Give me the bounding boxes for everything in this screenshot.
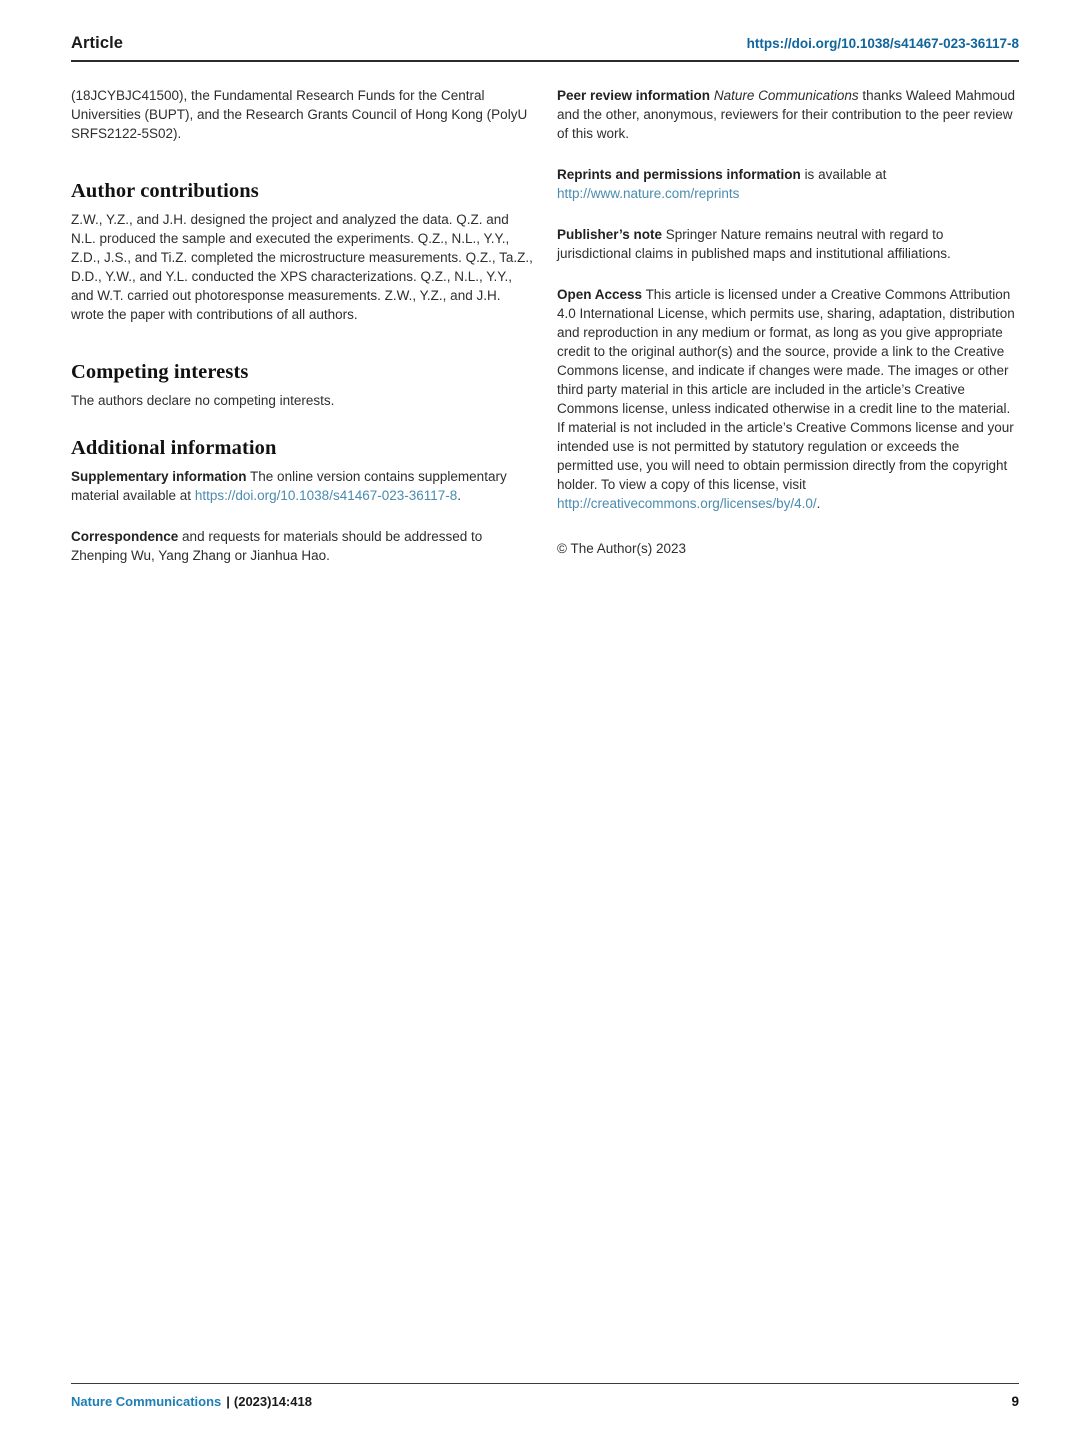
supplementary-paragraph: [71, 467, 535, 505]
correspondence-paragraph: [71, 527, 535, 565]
article-type-label: Article: [71, 34, 124, 52]
footer-citation-group: [71, 1394, 312, 1409]
peer-review-paragraph: [557, 86, 1019, 143]
footer-separator: |: [226, 1394, 230, 1409]
publishers-note-label: Publisher’s note: [557, 227, 663, 242]
reprints-paragraph: [557, 165, 1019, 203]
copyright-line: © The Author(s) 2023: [557, 541, 687, 556]
reprints-label: Reprints and permissions information: [557, 167, 801, 182]
footer-citation: (2023)14:418: [233, 1394, 312, 1409]
footer-row: [71, 1394, 1019, 1409]
supplementary-period: .: [457, 488, 462, 503]
header-rule: [71, 60, 1019, 62]
supplementary-label: Supplementary information: [71, 469, 247, 484]
open-access-text: This article is licensed under a Creative Commons Attribution 4.0 International License, which permits use, sharing, adaptation, distribution and reproduction in any medium or format, as long as you give appropriate credit to the original author(s) and the source, provide a link to the Creative Commons license, and indicate if changes were made. The images or other third party material in this article are included in the article’s Creative Commons license, unless indicated otherwise in a credit line to the material. If material is not included in the article’s Creative Commons license and your intended use is not permitted by statutory regulation or exceeds the permitted use, you will need to obtain permission directly from the copyright holder. To view a copy of this license, visit: [557, 287, 1015, 492]
reprints-text: is available at: [804, 167, 887, 182]
peer-review-journal: Nature Communications: [713, 88, 859, 103]
funding-paragraph: (18JCYBJC41500), the Fundamental Research Funds for the Central Universities (BUPT), and the Research Grants Council of Hong Kong (PolyU SRFS2122-5S02).: [71, 88, 528, 141]
publishers-note-text: Springer Nature remains neutral with regard to jurisdictional claims in published maps and institutional affiliations.: [557, 227, 951, 261]
page-number: 9: [1011, 1394, 1019, 1409]
footer-rule: [71, 1383, 1019, 1384]
reprints-link[interactable]: http://www.nature.com/reprints: [557, 186, 740, 201]
left-column: [71, 86, 535, 565]
correspondence-label: Correspondence: [71, 529, 179, 544]
peer-review-text: thanks Waleed Mahmoud and the other, anonymous, reviewers for their contribution to the peer review of this work.: [557, 88, 1015, 141]
publishers-note-paragraph: [557, 225, 1019, 263]
author-contributions-heading: Author contributions: [71, 180, 259, 202]
creative-commons-link[interactable]: http://creativecommons.org/licenses/by/4.0/: [557, 496, 817, 511]
supplementary-doi-link[interactable]: https://doi.org/10.1038/s41467-023-36117-8: [194, 488, 458, 503]
page-header: [71, 34, 1019, 53]
correspondence-text: and requests for materials should be addressed to Zhenping Wu, Yang Zhang or Jianhua Hao.: [71, 529, 483, 563]
open-access-paragraph: [557, 285, 1019, 513]
competing-interests-heading: Competing interests: [71, 361, 249, 383]
right-column: [557, 86, 1019, 565]
peer-review-label: Peer review information: [557, 88, 711, 103]
additional-information-heading: Additional information: [71, 437, 277, 459]
doi-link[interactable]: https://doi.org/10.1038/s41467-023-36117-8: [746, 36, 1019, 51]
content-columns: [71, 86, 1019, 565]
open-access-period: .: [816, 496, 821, 511]
page-footer: [71, 1383, 1019, 1409]
footer-journal-link[interactable]: Nature Communications: [71, 1394, 222, 1409]
supplementary-text: The online version contains supplementary material available at: [71, 469, 507, 503]
author-contributions-text: Z.W., Y.Z., and J.H. designed the project and analyzed the data. Q.Z. and N.L. produced the sample and executed the experiments. Q.Z., N.L., Y.Y., Z.D., J.S., and Ti.Z. completed the microstructure measurements. Q.Z., Ta.Z., D.D., Y.W., and Y.L. conducted the XPS characterizations. Q.Z., N.L., Y.Y., and W.T. carried out photoresponse measurements. Z.W., Y.Z., and J.H. wrote the paper with contributions of all authors.: [71, 212, 533, 322]
competing-interests-text: The authors declare no competing interests.: [71, 393, 335, 408]
open-access-label: Open Access: [557, 287, 643, 302]
